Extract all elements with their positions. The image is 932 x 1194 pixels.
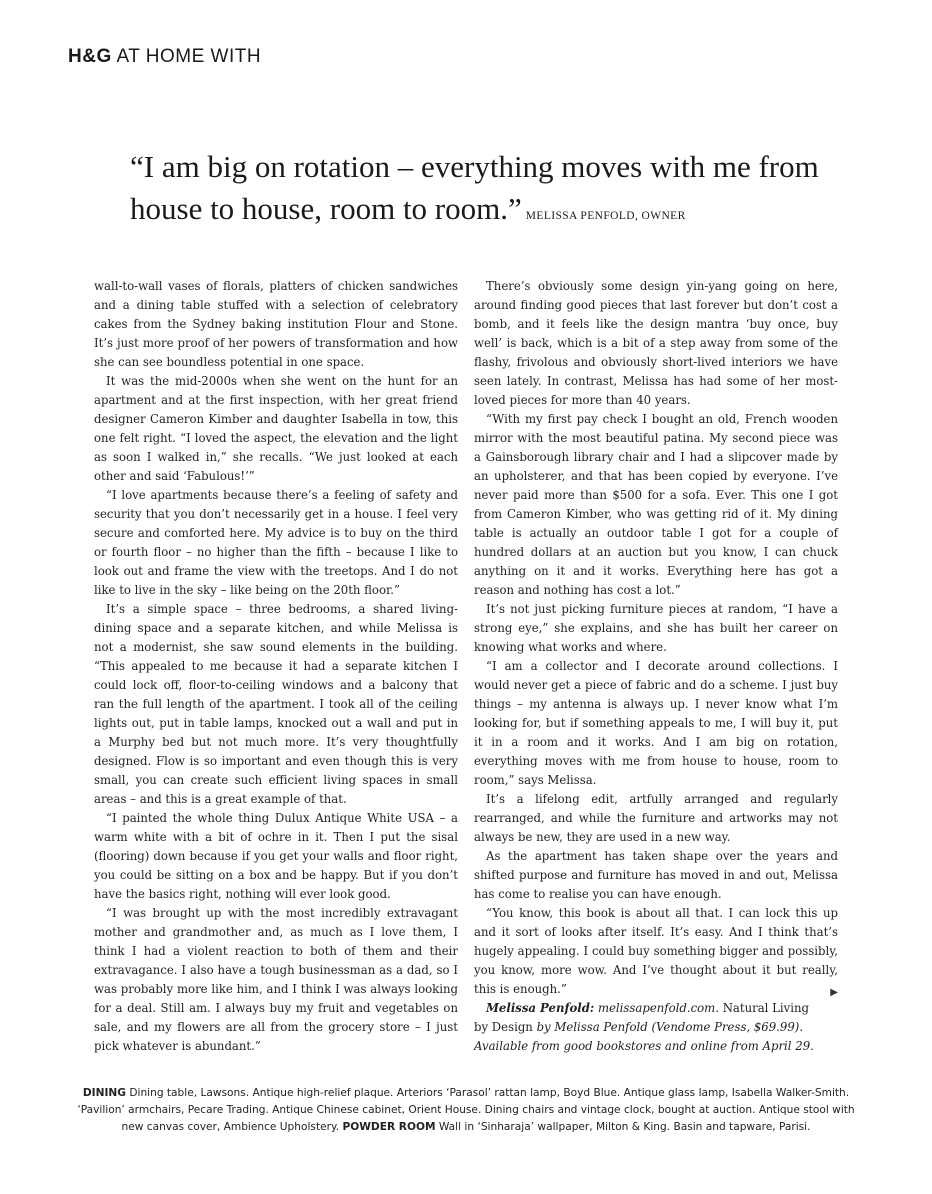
- section-name: AT HOME WITH: [116, 46, 262, 67]
- paragraph: “I was brought up with the most incredibly extravagant mother and grandmother and, as much as I love them, I think I had a violent reaction to both of them and their extravagance. I also have a tough businessman as a dad, so I was probably more like him, and I think I was always looking for a deal. Still am. I always buy my fruit and vegetables on sale, and my flowers are all from the grocery store – I just pick whatever is abundant.”: [94, 906, 458, 1053]
- caption-text-dining: Dining table, Lawsons. Antique high-relief plaque. Arteriors ‘Parasol’ rattan lamp, Boyd Blue. Antique glass lamp, Isabella Walker-Smith. ‘Pavilion’ armchairs, Pecare Trading. Antique Chinese cabinet, Orient House. Dining chairs and vintage clock, bought at auction. Antique stool with new canvas cover, Ambience Upholstery.: [77, 1087, 855, 1133]
- caption-text-powder-room: Wall in ‘Sinharaja’ wallpaper, Milton & King. Basin and tapware, Parisi.: [438, 1121, 811, 1133]
- credit-details: by Melissa Penfold (Vendome Press, $69.99). Available from good bookstores and online from April 29.: [474, 1020, 814, 1053]
- article-column-left: [94, 277, 458, 1056]
- paragraph: “With my first pay check I bought an old, French wooden mirror with the most beautiful patina. My second piece was a Gainsborough library chair and I had a slipcover made by an upholsterer, and that has been copied by everyone. I’ve never paid more than $500 for a sofa. Ever. This one I got from Cameron Kimber, who was getting rid of it. My dining table is actually an outdoor table I got for a couple of hundred dollars at an auction but you know, I can chuck anything on it and it works. Everything here has got a reason and nothing has cost a lot.”: [474, 412, 838, 597]
- paragraph: There’s obviously some design yin-yang going on here, around finding good pieces that last forever but don’t cost a bomb, and it feels like the design mantra ‘buy once, buy well’ is back, which is a bit of a step away from some of the flashy, frivolous and obviously short-lived interiors we have seen lately. In contrast, Melissa has had some of her most-loved pieces for more than 40 years.: [474, 279, 838, 407]
- pull-quote: [130, 146, 830, 237]
- paragraph: It’s not just picking furniture pieces at random, “I have a strong eye,” she explains, and she has built her career on knowing what works and where.: [474, 602, 838, 654]
- paragraph: As the apartment has taken shape over the years and shifted purpose and furniture has moved in and out, Melissa has come to realise you can have enough.: [474, 849, 838, 901]
- pull-quote-attribution: MELISSA PENFOLD, OWNER: [525, 210, 686, 222]
- caption-label-dining: DINING: [82, 1087, 126, 1099]
- article-column-right: [474, 277, 838, 1056]
- photo-caption: [70, 1085, 862, 1136]
- paragraph: It’s a lifelong edit, artfully arranged and regularly rearranged, and while the furniture and artworks may not always be new, they are used in a new way.: [474, 792, 838, 844]
- paragraph: It was the mid-2000s when she went on the hunt for an apartment and at the first inspection, with her great friend designer Cameron Kimber and daughter Isabella in tow, this one felt right. “I loved the aspect, the elevation and the light as soon I walked in,” she recalls. “We just looked at each other and said ‘Fabulous!’”: [94, 374, 458, 483]
- section-header: [68, 46, 261, 68]
- pull-quote-text: “I am big on rotation – everything moves with me from house to house, room to room.”: [130, 149, 819, 226]
- caption-label-powder-room: POWDER ROOM: [342, 1121, 436, 1133]
- credit-name: Melissa Penfold:: [486, 1001, 595, 1015]
- book-credit: [474, 999, 838, 1056]
- paragraph: “I love apartments because there’s a feeling of safety and security that you don’t necessarily get in a house. I feel very secure and comforted here. My advice is to buy on the third or fourth floor – no higher than the fifth – because I like to look out and frame the view with the treetops. And I do not like to live in the sky – like being on the 20th floor.”: [94, 488, 458, 597]
- paragraph: wall-to-wall vases of florals, platters of chicken sandwiches and a dining table stuffed with a selection of celebratory cakes from the Sydney baking institution Flour and Stone. It’s just more proof of her powers of transformation and how she can see boundless potential in one space.: [94, 279, 458, 369]
- paragraph: [474, 904, 838, 999]
- end-of-article-icon: ▶: [830, 987, 838, 998]
- paragraph: “I painted the whole thing Dulux Antique White USA – a warm white with a bit of ochre in it. Then I put the sisal (flooring) down because if you get your walls and floor right, you could be sitting on a box and be happy. But if you don’t have the basics right, nothing will ever look good.: [94, 811, 458, 901]
- credit-website: melissapenfold.com: [597, 1001, 716, 1015]
- paragraph: “I am a collector and I decorate around collections. I would never get a piece of fabric and do a scheme. I just buy things – my antenna is always up. I never know what I’m looking for, but if something appeals to me, I will buy it, put it in a room and it works. And I am big on rotation, everything moves with me from house to house, room to room,” says Melissa.: [474, 659, 838, 787]
- paragraph-text: “You know, this book is about all that. I can lock this up and it sort of looks after itself. It’s easy. And I think that’s hugely appealing. I could buy something bigger and possibly, you know, more wow. And I’ve thought about it but really, this is enough.”: [474, 906, 838, 996]
- magazine-brand: H&G: [68, 46, 112, 67]
- paragraph: It’s a simple space – three bedrooms, a shared living-dining space and a separate kitchen, and while Melissa is not a modernist, she saw sound elements in the building. “This appealed to me because it had a separate kitchen I could lock off, floor-to-ceiling windows and a balcony that ran the full length of the apartment. I took all of the ceiling lights out, put in table lamps, knocked out a wall and put in a Murphy bed but not much more. It’s very thoughtfully designed. Flow is so important and even though this is very small, you can create such efficient living spaces in small areas – and this is a great example of that.: [94, 602, 458, 806]
- credit-book-title: . Natural Living by Design: [474, 1001, 809, 1034]
